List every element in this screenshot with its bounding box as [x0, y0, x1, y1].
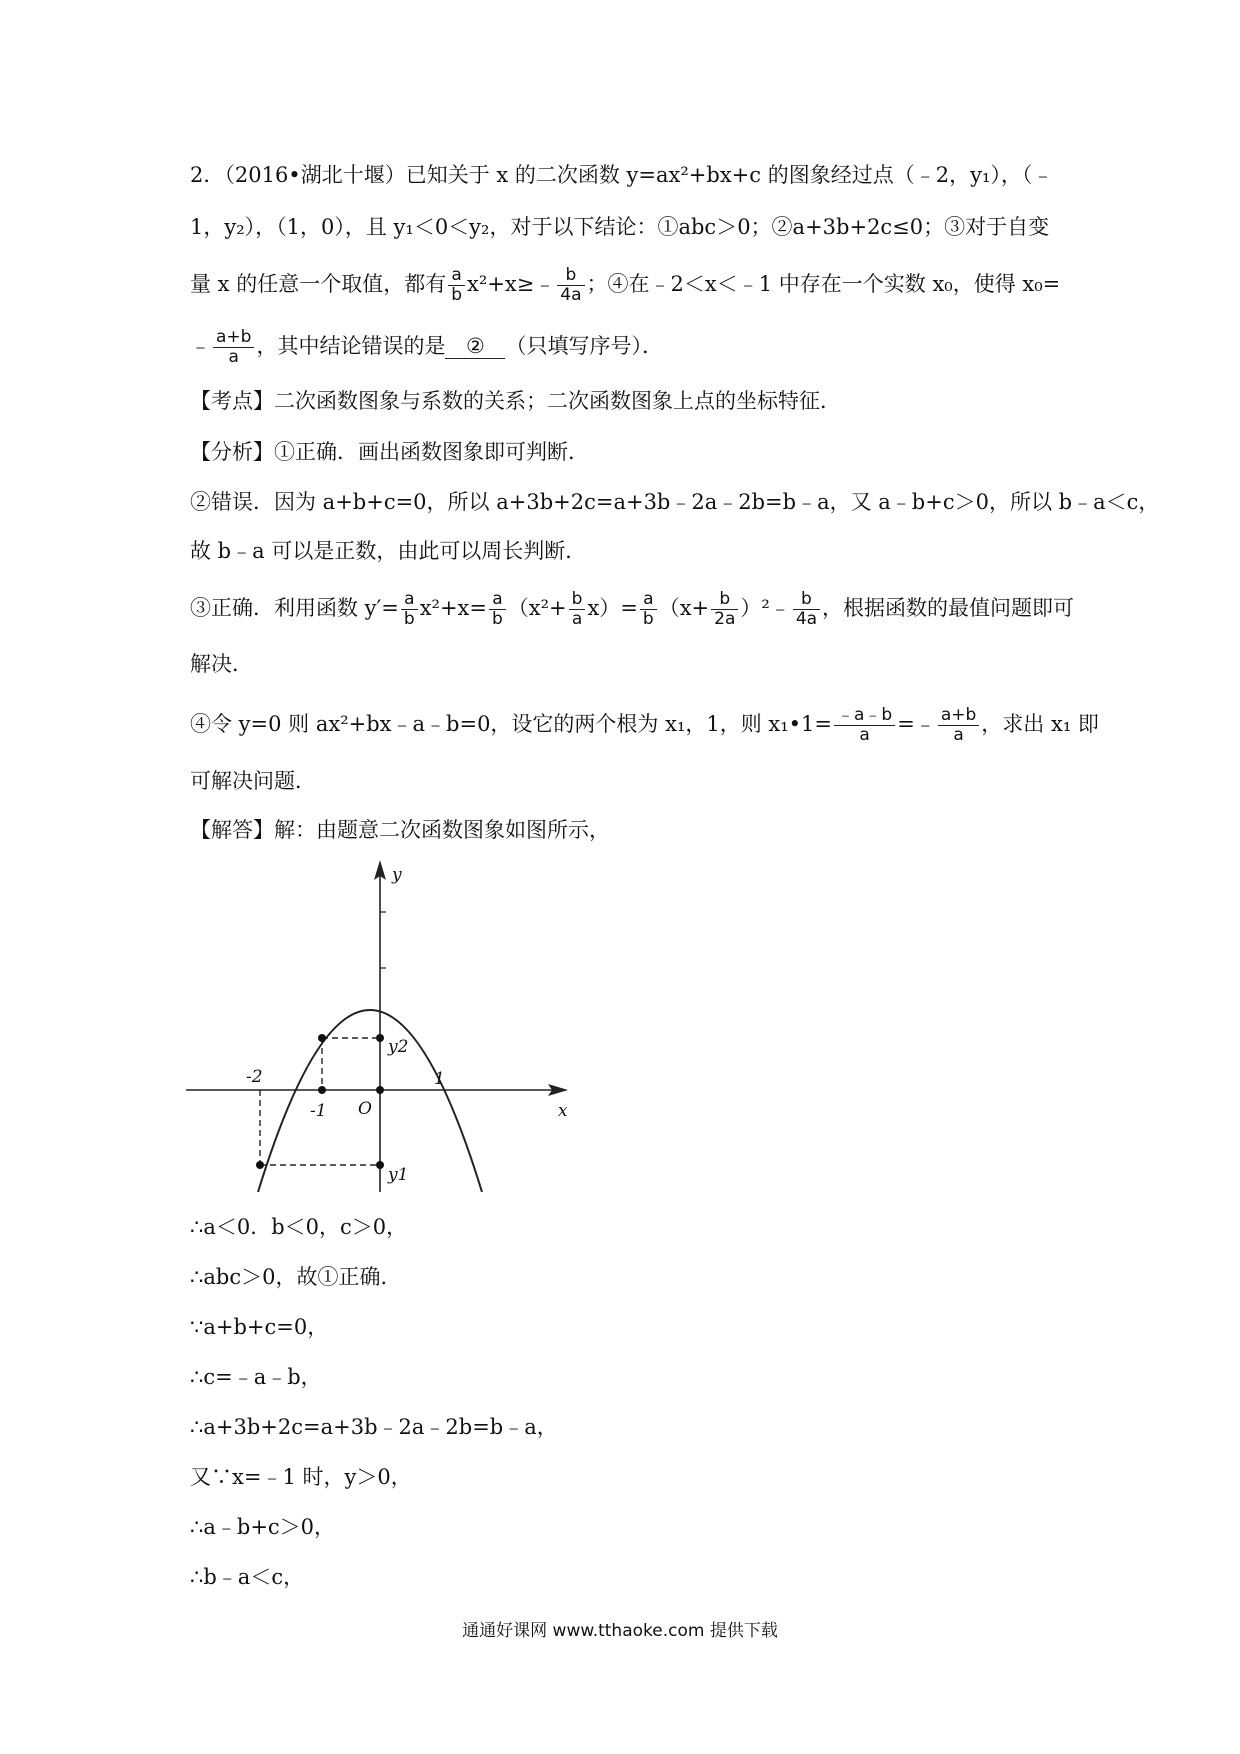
- fenxi-line-7: 可解决问题．: [190, 769, 316, 793]
- fraction: [834, 706, 895, 745]
- text-segment: ﹣: [190, 334, 211, 358]
- numerator: b: [557, 266, 584, 286]
- problem-line-3: [190, 266, 1060, 305]
- point-origin: [376, 1086, 384, 1094]
- x-axis-label: x: [558, 1101, 568, 1121]
- denominator: b: [403, 609, 415, 629]
- numerator: a: [489, 590, 506, 610]
- fenxi-line-3: 故 b﹣a 可以是正数，由此可以周长判断．: [190, 539, 587, 563]
- numerator: b: [793, 590, 820, 610]
- denominator: a: [953, 725, 964, 745]
- denominator: 4a: [560, 285, 582, 305]
- text-segment: ，求出 x₁ 即: [981, 712, 1099, 736]
- point-neg1-y2: [318, 1034, 326, 1042]
- fraction: [401, 590, 418, 629]
- text-segment: ③正确．利用函数 y′=: [190, 596, 399, 620]
- fraction: [711, 590, 738, 629]
- fraction: [489, 590, 506, 629]
- numerator: a+b: [213, 328, 254, 348]
- y-axis-label: y: [392, 865, 402, 885]
- page-footer: 通通好课网 www.tthaoke.com 提供下载: [462, 1621, 778, 1641]
- numerator: b: [569, 590, 586, 610]
- tick-label-neg2: -2: [246, 1067, 263, 1087]
- text-segment: x²+x≥﹣: [467, 272, 556, 296]
- text-segment: ）²﹣: [740, 596, 791, 620]
- parabola-graph: [186, 852, 576, 1192]
- text-segment: ；④在﹣2＜x＜﹣1 中存在一个实数 x₀，使得 x₀=: [586, 272, 1061, 296]
- denominator: a: [571, 609, 583, 629]
- point-y1-on-axis: [376, 1161, 384, 1169]
- answer-blank: ②: [445, 334, 505, 359]
- text-segment: =﹣: [897, 712, 936, 736]
- problem-line-4: [190, 328, 1060, 367]
- numerator: b: [711, 590, 738, 610]
- text-segment: ，其中结论错误的是: [256, 334, 446, 358]
- fenxi-line-2: ②错误．因为 a+b+c=0，所以 a+3b+2c=a+3b﹣2a﹣2b=b﹣a，又 a﹣b+c＞0，所以 b﹣a＜c，: [190, 490, 1160, 514]
- denominator: a: [859, 725, 870, 745]
- fraction: [793, 590, 820, 629]
- text-segment: x）=: [587, 596, 638, 620]
- text-segment: ④令 y=0 则 ax²+bx﹣a﹣b=0，设它的两个根为 x₁，1，则 x₁•1=: [190, 712, 833, 736]
- denominator: 2a: [714, 609, 736, 629]
- step-line: ∴abc＞0，故①正确．: [190, 1265, 402, 1289]
- fenxi-line-4: [190, 589, 1075, 629]
- denominator: b: [642, 609, 654, 629]
- text-segment: x²+x=: [419, 596, 487, 620]
- fenxi-line-5: 解决．: [190, 652, 253, 676]
- y1-label: y1: [388, 1165, 409, 1185]
- numerator: a: [401, 590, 418, 610]
- text-segment: （x+: [658, 596, 710, 620]
- problem-line-1: 2．（2016•湖北十堰）已知关于 x 的二次函数 y=ax²+bx+c 的图象经过点（﹣2，y₁），（﹣: [190, 163, 1054, 187]
- origin-label: O: [358, 1099, 372, 1119]
- point-y2-on-axis: [376, 1034, 384, 1042]
- fraction: [938, 706, 979, 745]
- text-segment: ，根据函数的最值问题即可: [822, 596, 1075, 620]
- text-segment: 量 x 的任意一个取值，都有: [190, 272, 447, 296]
- fraction: [557, 266, 584, 305]
- step-line: ∴a+3b+2c=a+3b﹣2a﹣2b=b﹣a，: [190, 1415, 558, 1439]
- denominator: 4a: [795, 609, 818, 629]
- numerator: a: [640, 590, 657, 610]
- jieda-line: 【解答】解：由题意二次函数图象如图所示，: [190, 818, 610, 842]
- step-line: ∴a＜0．b＜0，c＞0，: [190, 1215, 408, 1239]
- numerator: ﹣a﹣b: [834, 706, 895, 726]
- numerator: a: [448, 266, 465, 286]
- point-neg2-y1: [256, 1161, 264, 1169]
- denominator: b: [451, 285, 462, 305]
- fraction: [213, 328, 254, 367]
- text-segment: （x²+: [507, 596, 567, 620]
- fenxi-line-6: [190, 705, 1099, 745]
- point-neg1-on-axis: [318, 1086, 326, 1094]
- step-line: ∴a﹣b+c＞0，: [190, 1515, 336, 1539]
- fraction: [448, 266, 465, 305]
- text-segment: （只填写序号）．: [505, 334, 663, 358]
- fenxi-line-1: 【分析】①正确．画出函数图象即可判断．: [190, 440, 589, 464]
- tick-label-neg1: -1: [310, 1101, 327, 1121]
- y2-label: y2: [388, 1037, 409, 1057]
- fraction: [640, 590, 657, 629]
- problem-line-2: 1，y₂），（1，0），且 y₁＜0＜y₂，对于以下结论：①abc＞0；②a+3b+2c≤0；③对于自变: [190, 215, 1050, 239]
- step-line: ∴b﹣a＜c，: [190, 1565, 305, 1589]
- step-line: ∵a+b+c=0，: [190, 1315, 329, 1339]
- denominator: a: [228, 347, 239, 367]
- fraction: [569, 590, 586, 629]
- tick-label-1: 1: [434, 1069, 445, 1089]
- step-line: ∴c=﹣a﹣b，: [190, 1365, 322, 1389]
- numerator: a+b: [938, 706, 979, 726]
- kaodian-line: 【考点】二次函数图象与系数的关系；二次函数图象上点的坐标特征．: [190, 389, 841, 413]
- denominator: b: [492, 609, 503, 629]
- step-line: 又∵x=﹣1 时，y＞0，: [190, 1465, 412, 1489]
